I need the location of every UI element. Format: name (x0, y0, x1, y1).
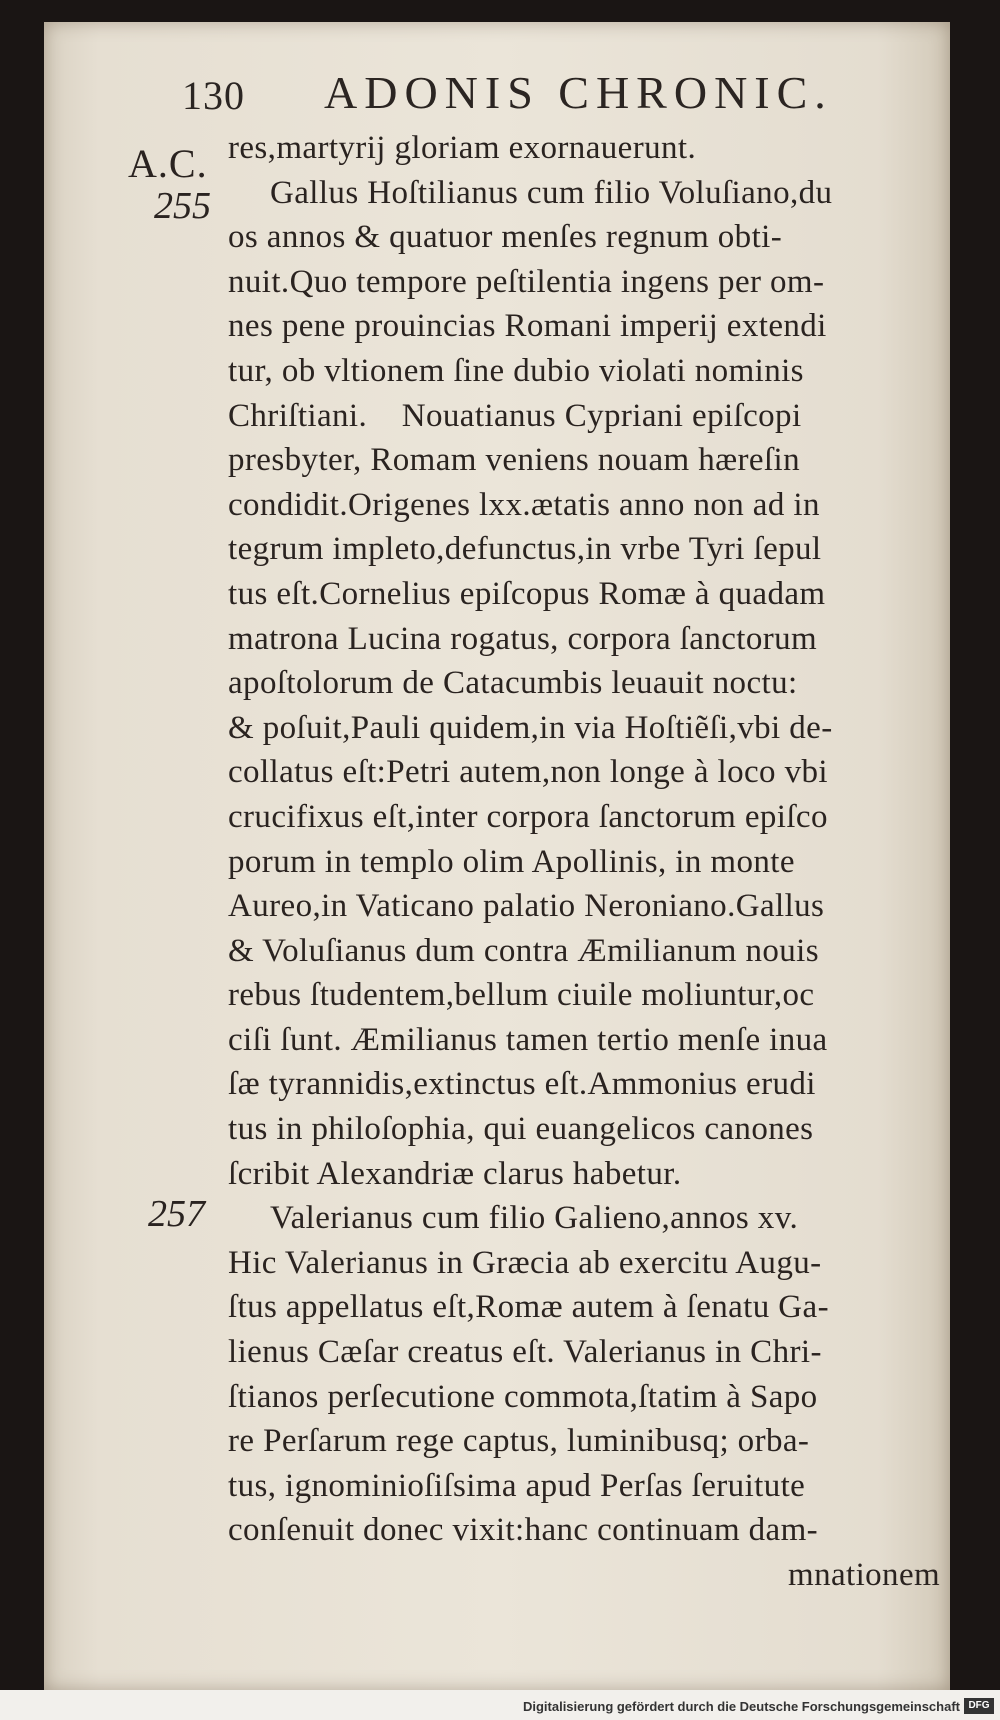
text-line: ſæ tyrannidis,extinctus eſt.Ammonius erudi (228, 1066, 816, 1103)
text-line: tus, ignominioſiſsima apud Perſas ſeruitute (228, 1467, 806, 1504)
text-line: porum in templo olim Apollinis, in monte (228, 843, 795, 880)
text-line: matrona Lucina rogatus, corpora ſanctorum (228, 620, 818, 657)
text-line: Aureo,in Vaticano palatio Neroniano.Gallus (228, 888, 825, 925)
text-line: tus in philoſophia, qui euangelicos canones (228, 1111, 814, 1148)
text-line: Valerianus cum filio Galieno,annos xv. (270, 1200, 799, 1237)
text-line: crucifixus eſt,inter corpora ſanctorum epiſco (228, 798, 828, 835)
text-line: nes pene prouincias Romani imperij extendi (228, 308, 827, 345)
page-header (44, 52, 950, 122)
text-line: res,martyrij gloriam exornauerunt. (228, 130, 697, 166)
text-line: & poſuit,Pauli quidem,in via Hoſtiẽſi,vbi de- (228, 709, 833, 746)
margin-year-255: 255 (154, 185, 211, 227)
text-line: apoſtolorum de Catacumbis leuauit noctu: (228, 665, 798, 702)
text-line: ciſi ſunt. Æmilianus tamen tertio menſe inua (228, 1021, 828, 1058)
text-line: Hic Valerianus in Græcia ab exercitu Augu- (228, 1244, 822, 1281)
text-line: collatus eſt:Petri autem,non longe à loco vbi (228, 754, 828, 791)
text-line: nuit.Quo tempore peſtilentia ingens per om- (228, 263, 825, 300)
margin-year-257: 257 (148, 1193, 205, 1235)
text-line: condidit.Origenes lxx.ætatis anno non ad in (228, 486, 820, 523)
digitization-credit: Digitalisierung gefördert durch die Deutsche Forschungsgemeinschaft (522, 1699, 960, 1714)
catchword: mnationem (788, 1557, 941, 1593)
text-line: & Voluſianus dum contra Æmilianum nouis (228, 932, 819, 969)
text-line: rebus ſtudentem,bellum ciuile moliuntur,oc (228, 977, 815, 1014)
text-line: ſcribit Alexandriæ clarus habetur. (228, 1155, 682, 1192)
text-line: os annos & quatuor menſes regnum obti- (228, 219, 783, 256)
running-title: ADONIS CHRONIC. (324, 67, 833, 118)
text-line: lienus Cæſar creatus eſt. Valerianus in Chri- (228, 1334, 822, 1371)
text-line: presbyter, Romam veniens nouam hæreſin (228, 442, 801, 479)
dfg-logo-icon: DFG (964, 1698, 994, 1714)
text-line: Chriſtiani. Nouatianus Cypriani epiſcopi (228, 397, 802, 434)
page-number: 130 (182, 73, 245, 118)
text-line: Gallus Hoſtilianus cum filio Voluſiano,du (270, 174, 833, 211)
body-text (228, 126, 988, 1598)
text-line: ſtus appellatus eſt,Romæ autem à ſenatu Ga- (228, 1289, 829, 1326)
margin-era-label: A.C. (128, 141, 208, 186)
text-line: re Perſarum rege captus, luminibusq; orba- (228, 1423, 810, 1460)
text-line: tur, ob vltionem ſine dubio violati nominis (228, 352, 804, 389)
footer-bar (0, 1690, 1000, 1720)
text-line: tus eſt.Cornelius epiſcopus Romæ à quadam (228, 575, 826, 612)
text-line: conſenuit donec vixit:hanc continuam dam- (228, 1512, 819, 1549)
book-page (44, 22, 950, 1690)
text-line: tegrum impleto,defunctus,in vrbe Tyri ſepul (228, 531, 822, 568)
text-line: ſtianos perſecutione commota,ſtatim à Sapo (228, 1378, 818, 1415)
